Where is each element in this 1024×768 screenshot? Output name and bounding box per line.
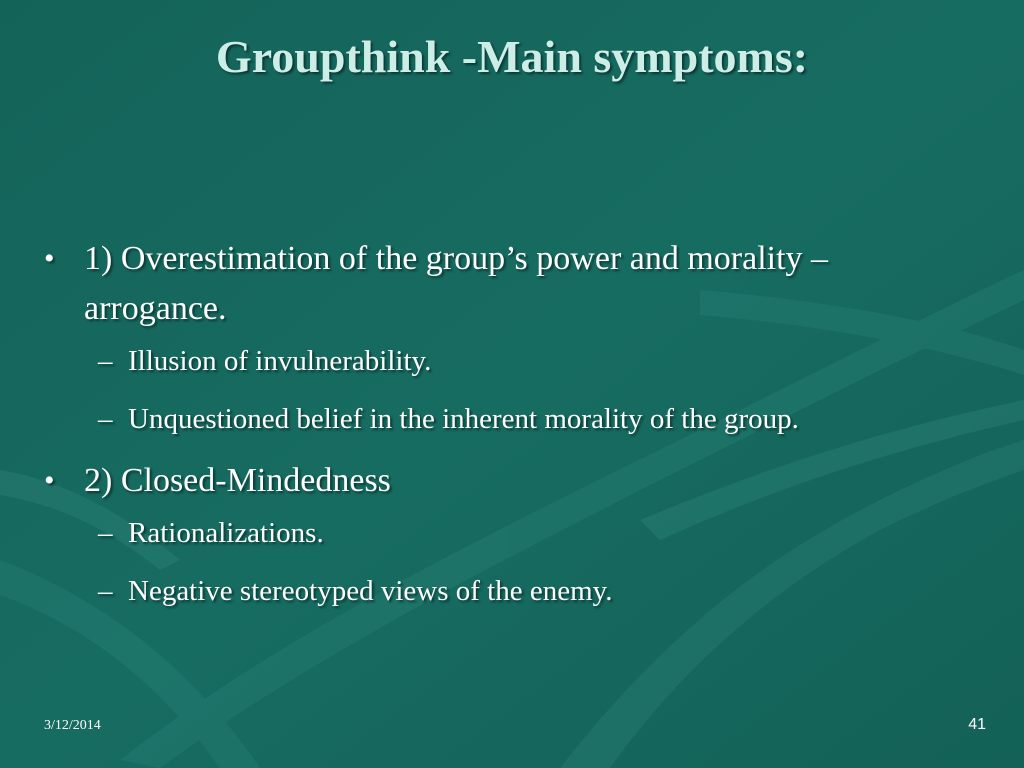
bullet-item-overestimation	[40, 234, 970, 334]
dash-marker: –	[98, 575, 113, 607]
bullet-text: 1) Overestimation of the group’s power and morality – arrogance.	[84, 240, 829, 327]
bullet-marker: •	[44, 464, 55, 497]
slide-title: Groupthink -Main symptoms:	[215, 31, 809, 82]
sub-bullet-item-inherent-morality	[92, 398, 970, 440]
sub-bullet-text: Rationalizations.	[128, 517, 324, 549]
bullet-text: 2) Closed-Mindedness	[84, 462, 391, 499]
sub-bullet-text: Negative stereotyped views of the enemy.	[128, 575, 613, 607]
sub-bullet-list	[40, 340, 970, 440]
sub-bullet-item-rationalizations	[92, 512, 970, 554]
sub-bullet-list	[40, 512, 970, 612]
sub-bullet-item-stereotyped-views	[92, 570, 970, 612]
sub-bullet-text: Illusion of invulnerability.	[128, 345, 432, 377]
bullet-marker: •	[44, 242, 55, 275]
sub-bullet-item-invulnerability	[92, 340, 970, 382]
dash-marker: –	[98, 345, 113, 377]
sub-list-container	[40, 340, 970, 440]
sub-list-container	[40, 512, 970, 612]
footer-date: 3/12/2014	[44, 718, 101, 733]
dash-marker: –	[98, 403, 113, 435]
bullet-list	[40, 234, 970, 628]
sub-bullet-text: Unquestioned belief in the inherent morality of the group.	[128, 403, 799, 435]
dash-marker: –	[98, 517, 113, 549]
slide-number: 41	[968, 716, 986, 733]
bullet-item-closed-mindedness	[40, 456, 970, 506]
